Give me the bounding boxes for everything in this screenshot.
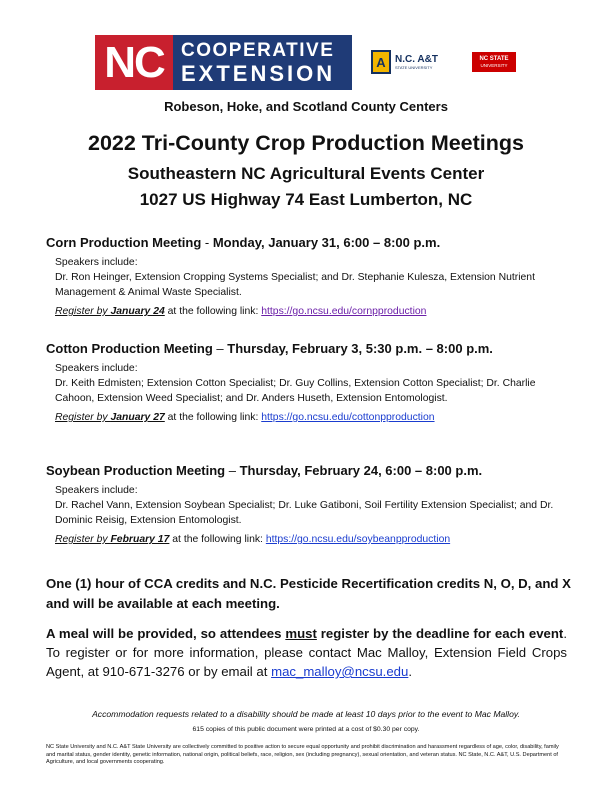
corn-registration-link[interactable]: https://go.ncsu.edu/cornpproduction	[261, 306, 427, 317]
corn-meeting: Corn Production Meeting - Monday, January 31, 6:00 – 8:00 p.m. Speakers include: Dr. Ron Heinger, Extension Cropping Systems Specialist; and Dr. Stephanie Kulesza, Extension Nutrient Management & Animal Waste Specialist. Register by January 24 at the following link: https://go.ncsu.edu/cornpproduction	[46, 235, 571, 319]
speakers-intro: Speakers include:	[55, 363, 138, 374]
meal-registration-note: A meal will be provided, so attendees must register by the deadline for each event. To register or for more information, please contact Mac Malloy, Extension Field Crops Agent, at 910-671-3276 or by email at mac_malloy@ncsu.edu.	[46, 626, 567, 679]
venue-name: Southeastern NC Agricultural Events Center	[127, 164, 485, 183]
register-date: February 17	[110, 534, 170, 545]
equal-opportunity-disclaimer: NC State University and N.C. A&T State University are collectively committed to positive action to secure equal opportunity and prohibit discrimination and harassment regardless of age, color, disability, family and marital status, gender identity, genetic information, national origin, political beliefs, race, religion, sex (including pregnancy), sexual orientation, and veteran status. NC State, N.C. A&T, U.S. Department of Agriculture, and local governments cooperating.	[46, 744, 559, 765]
meeting-name: Cotton Production Meeting	[46, 341, 213, 356]
register-line: Register by February 17 at the following link: https://go.ncsu.edu/soybeanpproduction	[55, 534, 451, 545]
must-emphasis: must	[285, 626, 317, 641]
nc-logo-word-extension: EXTENSION	[181, 60, 336, 86]
aandt-mark-icon: A	[371, 50, 391, 74]
register-date: January 24	[110, 306, 165, 317]
speakers-intro: Speakers include:	[55, 257, 138, 268]
speakers-list: Dr. Rachel Vann, Extension Soybean Specialist; Dr. Luke Gatiboni, Soil Fertility Extension Specialist; and Dr. Dominic Reisig, Extension Entomologist.	[55, 500, 554, 526]
page-title: 2022 Tri-County Crop Production Meetings	[87, 131, 524, 155]
meeting-name: Soybean Production Meeting	[46, 463, 226, 478]
nc-state-logo	[472, 52, 516, 72]
nc-logo-mark: NC	[95, 35, 173, 90]
soybean-meeting: Soybean Production Meeting – Thursday, February 24, 6:00 – 8:00 p.m. Speakers include: Dr. Rachel Vann, Extension Soybean Specialist; Dr. Luke Gatiboni, Soil Fertility Extension Specialist; and Dr. Dominic Reisig, Extension Entomologist. Register by February 17 at the following link: https://go.ncsu.edu/soybeanpproduction	[46, 463, 571, 547]
contact-email-link[interactable]: mac_malloy@ncsu.edu	[271, 664, 409, 679]
register-line: Register by January 24 at the following link: https://go.ncsu.edu/cornpproduction	[55, 306, 427, 317]
meeting-when: Thursday, February 24, 6:00 – 8:00 p.m.	[239, 463, 483, 478]
aandt-sub: STATE UNIVERSITY	[395, 64, 433, 70]
county-centers: Robeson, Hoke, and Scotland County Centers	[164, 99, 448, 114]
meeting-when: Thursday, February 3, 5:30 p.m. – 8:00 p.m.	[227, 341, 493, 356]
register-line: Register by January 27 at the following link: https://go.ncsu.edu/cottonpproduction	[55, 412, 435, 423]
nc-logo-word-cooperative: COOPERATIVE	[181, 39, 335, 61]
accommodation-note: Accommodation requests related to a disability should be made at least 10 days prior to the event to Mac Malloy.	[92, 709, 520, 719]
speakers-intro: Speakers include:	[55, 485, 138, 496]
meeting-when: Monday, January 31, 6:00 – 8:00 p.m.	[212, 235, 441, 250]
speakers-list: Dr. Ron Heinger, Extension Cropping Systems Specialist; and Dr. Stephanie Kulesza, Extension Nutrient Management & Animal Waste Specialist.	[55, 272, 535, 298]
soybean-registration-link[interactable]: https://go.ncsu.edu/soybeanpproduction	[265, 534, 451, 545]
aandt-name: N.C. A&T	[395, 53, 438, 65]
nc-aandt-logo	[371, 49, 438, 75]
register-date: January 27	[110, 412, 165, 423]
print-cost-note: 615 copies of this public document were printed at a cost of $0.30 per copy.	[192, 726, 420, 733]
speakers-list: Dr. Keith Edmisten; Extension Cotton Specialist; Dr. Guy Collins, Extension Cotton Specialist; Dr. Charlie Cahoon, Extension Weed Specialist; and Dr. Anders Huseth, Extension Entomologist.	[55, 378, 536, 404]
ncstate-sub: UNIVERSITY	[480, 62, 508, 68]
cotton-meeting: Cotton Production Meeting – Thursday, February 3, 5:30 p.m. – 8:00 p.m. Speakers include: Dr. Keith Edmisten; Extension Cotton Specialist; Dr. Guy Collins, Extension Cotton Specialist; Dr. Charlie Cahoon, Extension Weed Specialist; and Dr. Anders Huseth, Extension Entomologist. Register by January 27 at the following link: https://go.ncsu.edu/cottonpproduction	[46, 341, 571, 425]
nc-cooperative-extension-logo	[95, 35, 352, 90]
cca-credits-note: One (1) hour of CCA credits and N.C. Pesticide Recertification credits N, O, D, and X and will be available at each meeting.	[46, 576, 571, 611]
ncstate-name: NC STATE	[479, 55, 509, 62]
meeting-name: Corn Production Meeting	[46, 235, 202, 250]
venue-address: 1027 US Highway 74 East Lumberton, NC	[139, 190, 473, 209]
cotton-registration-link[interactable]: https://go.ncsu.edu/cottonpproduction	[261, 412, 435, 423]
